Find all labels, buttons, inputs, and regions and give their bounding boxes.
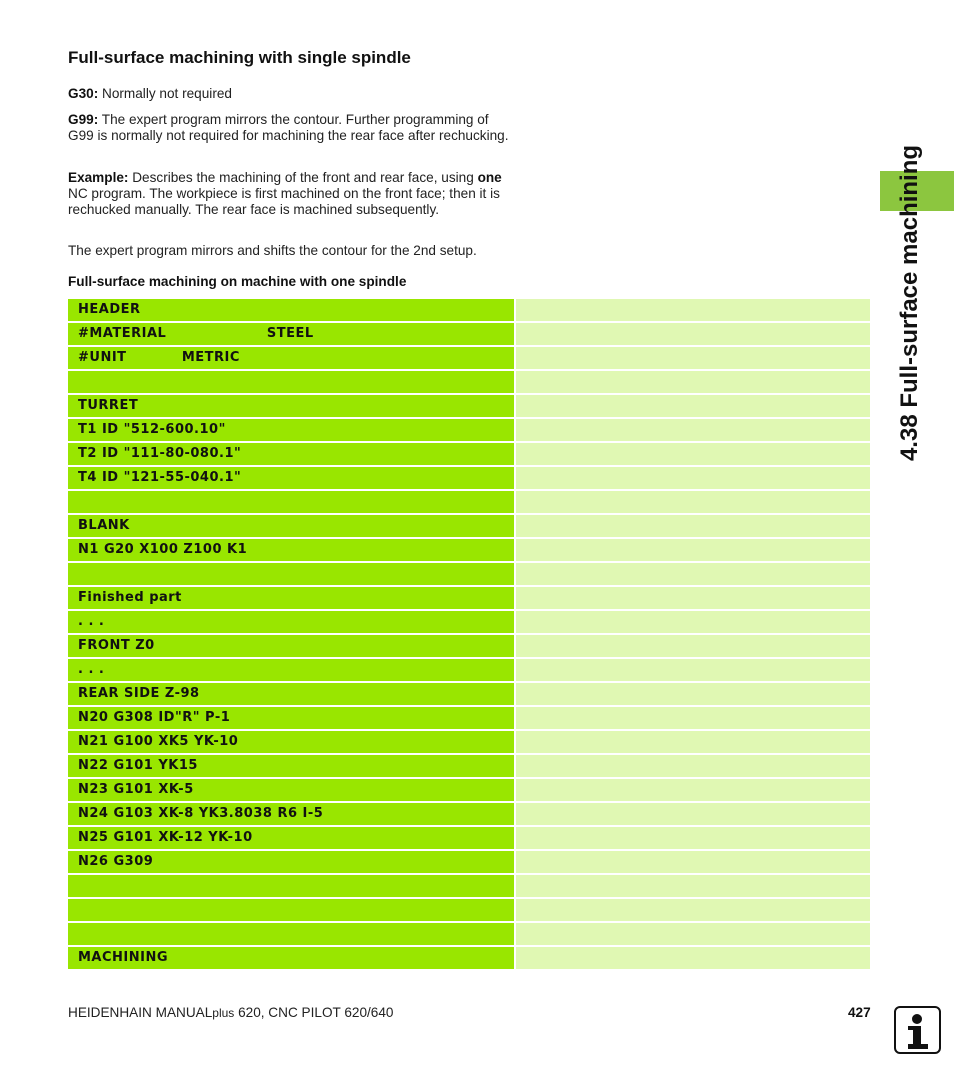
table-row: [68, 563, 870, 587]
table-row: [68, 683, 870, 707]
nc-code-cell: REAR SIDE Z-98: [68, 683, 514, 705]
table-row: [68, 707, 870, 731]
table-row: [68, 803, 870, 827]
example-label: Example:: [68, 170, 129, 185]
info-icon-dot: [912, 1014, 922, 1024]
nc-code-cell: [68, 875, 514, 897]
table-row: [68, 611, 870, 635]
nc-code-cell: T2 ID "111-80-080.1": [68, 443, 514, 465]
nc-code-cell: #UNIT METRIC: [68, 347, 514, 369]
comment-cell: [516, 683, 870, 705]
table-row: [68, 731, 870, 755]
comment-cell: [516, 563, 870, 585]
mirror-paragraph: The expert program mirrors and shifts the contour for the 2nd setup.: [68, 243, 477, 258]
nc-code-cell: . . .: [68, 611, 514, 633]
comment-cell: [516, 923, 870, 945]
comment-cell: [516, 731, 870, 753]
nc-code-cell: BLANK: [68, 515, 514, 537]
table-row: [68, 347, 870, 371]
nc-code-cell: [68, 371, 514, 393]
comment-cell: [516, 323, 870, 345]
g30-label: G30:: [68, 86, 99, 101]
nc-code-cell: N1 G20 X100 Z100 K1: [68, 539, 514, 561]
table-row: [68, 443, 870, 467]
g99-label: G99:: [68, 112, 99, 127]
comment-cell: [516, 899, 870, 921]
info-icon-base: [908, 1044, 928, 1049]
nc-code-cell: MACHINING: [68, 947, 514, 969]
comment-cell: [516, 443, 870, 465]
table-row: [68, 539, 870, 563]
page-number: 427: [848, 1005, 871, 1020]
nc-code-cell: HEADER: [68, 299, 514, 321]
g30-text: Normally not required: [98, 86, 232, 101]
nc-code-cell: [68, 923, 514, 945]
table-row: [68, 515, 870, 539]
example-text-1: Describes the machining of the front and rear face, using: [128, 170, 478, 185]
table-row: [68, 635, 870, 659]
nc-code-cell: N25 G101 XK-12 YK-10: [68, 827, 514, 849]
comment-cell: [516, 515, 870, 537]
side-chapter-title: [886, 144, 934, 461]
comment-cell: [516, 539, 870, 561]
comment-cell: [516, 851, 870, 873]
comment-cell: [516, 755, 870, 777]
nc-code-cell: [68, 899, 514, 921]
nc-program-table: [68, 299, 870, 971]
comment-cell: [516, 587, 870, 609]
nc-code-cell: N23 G101 XK-5: [68, 779, 514, 801]
g99-text: The expert program mirrors the contour. Further programming of G99 is normally not required for machining the rear face after rechucking.: [68, 112, 509, 144]
table-row: [68, 923, 870, 947]
table-row: [68, 875, 870, 899]
side-chapter-title-text: 4.38 Full-surface machining: [896, 144, 923, 461]
footer-brand-small: plus: [212, 1006, 235, 1020]
nc-code-cell: TURRET: [68, 395, 514, 417]
table-row: [68, 779, 870, 803]
table-row: [68, 323, 870, 347]
table-row: [68, 851, 870, 875]
example-paragraph: [68, 170, 513, 219]
section-title: Full-surface machining with single spindle: [68, 48, 411, 67]
nc-code-cell: N20 G308 ID"R" P-1: [68, 707, 514, 729]
comment-cell: [516, 467, 870, 489]
table-row: [68, 659, 870, 683]
comment-cell: [516, 875, 870, 897]
comment-cell: [516, 947, 870, 969]
nc-code-cell: N22 G101 YK15: [68, 755, 514, 777]
example-bold: one: [477, 170, 502, 185]
comment-cell: [516, 827, 870, 849]
nc-code-cell: N24 G103 XK-8 YK3.8038 R6 I-5: [68, 803, 514, 825]
comment-cell: [516, 659, 870, 681]
comment-cell: [516, 419, 870, 441]
g30-paragraph: [68, 86, 513, 102]
nc-code-cell: [68, 563, 514, 585]
table-row: [68, 419, 870, 443]
comment-cell: [516, 635, 870, 657]
footer-brand-main: HEIDENHAIN MANUAL: [68, 1005, 213, 1020]
table-row: [68, 947, 870, 971]
table-row: [68, 371, 870, 395]
nc-code-cell: N21 G100 XK5 YK-10: [68, 731, 514, 753]
comment-cell: [516, 491, 870, 513]
table-row: [68, 467, 870, 491]
comment-cell: [516, 299, 870, 321]
nc-code-cell: Finished part: [68, 587, 514, 609]
nc-code-cell: [68, 491, 514, 513]
comment-cell: [516, 371, 870, 393]
comment-cell: [516, 803, 870, 825]
info-icon: [894, 1006, 941, 1054]
comment-cell: [516, 779, 870, 801]
table-row: [68, 899, 870, 923]
table-row: [68, 395, 870, 419]
table-row: [68, 587, 870, 611]
table-subheading: Full-surface machining on machine with one spindle: [68, 274, 407, 289]
nc-code-cell: . . .: [68, 659, 514, 681]
nc-code-cell: #MATERIAL STEEL: [68, 323, 514, 345]
nc-code-cell: N26 G309: [68, 851, 514, 873]
footer-brand: [68, 1005, 394, 1020]
example-text-2: NC program. The workpiece is first machined on the front face; then it is rechucked manually. The rear face is machined subsequently.: [68, 186, 500, 218]
table-row: [68, 491, 870, 515]
comment-cell: [516, 347, 870, 369]
table-row: [68, 827, 870, 851]
footer-brand-rest: 620, CNC PILOT 620/640: [234, 1005, 394, 1020]
g99-paragraph: [68, 112, 513, 144]
nc-code-cell: FRONT Z0: [68, 635, 514, 657]
comment-cell: [516, 395, 870, 417]
comment-cell: [516, 707, 870, 729]
table-row: [68, 299, 870, 323]
nc-code-cell: T4 ID "121-55-040.1": [68, 467, 514, 489]
comment-cell: [516, 611, 870, 633]
table-row: [68, 755, 870, 779]
nc-code-cell: T1 ID "512-600.10": [68, 419, 514, 441]
